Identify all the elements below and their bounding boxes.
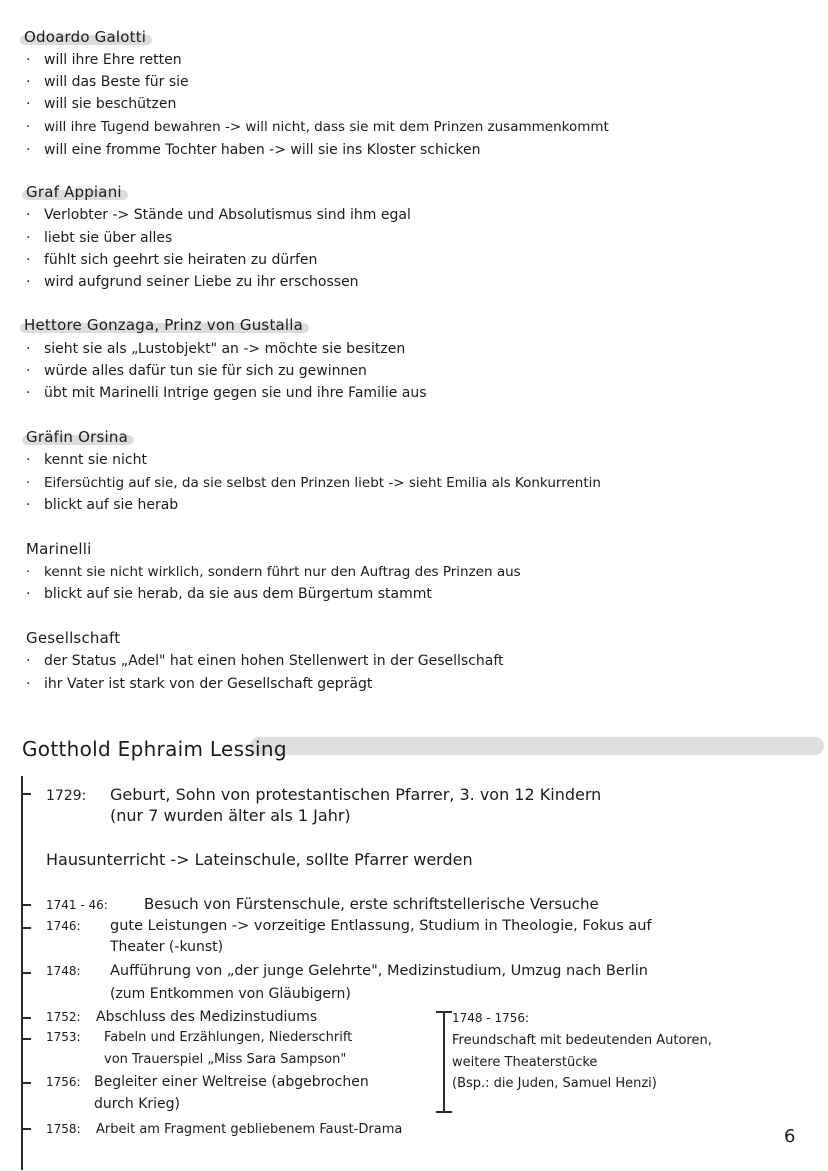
lessing-title: Gotthold Ephraim Lessing bbox=[22, 737, 287, 761]
bullet-orsina-3: · blickt auf sie herab bbox=[26, 497, 179, 513]
title-highlight-bar bbox=[250, 737, 824, 755]
timeline-entry-1748: 1748: Aufführung von „der junge Gelehrte", Medizinstudium, Umzug nach Berlin bbox=[46, 963, 648, 979]
side-note-period: 1748 - 1756: bbox=[452, 1011, 530, 1025]
timeline-entry-1748-cont: (zum Entkommen von Gläubigern) bbox=[110, 986, 351, 1002]
timeline-entry-1752: 1752: Abschluss des Medizinstudiums bbox=[46, 1009, 318, 1025]
timeline-entry-1758: 1758: Arbeit am Fragment gebliebenem Faust-Drama bbox=[46, 1122, 403, 1137]
bullet-gonzaga-3: · übt mit Marinelli Intrige gegen sie und ihre Familie aus bbox=[26, 385, 427, 401]
timeline-tick bbox=[21, 904, 31, 906]
bullet-marinelli-1: · kennt sie nicht wirklich, sondern führt nur den Auftrag des Prinzen aus bbox=[26, 564, 521, 580]
bullet-appiani-2: · liebt sie über alles bbox=[26, 230, 173, 246]
timeline-entry-1753: 1753: Fabeln und Erzählungen, Niederschrift bbox=[46, 1030, 353, 1045]
side-note-line-3: (Bsp.: die Juden, Samuel Henzi) bbox=[452, 1076, 657, 1091]
bullet-appiani-1: · Verlobter -> Stände und Absolutismus sind ihm egal bbox=[26, 207, 411, 223]
timeline-tick bbox=[21, 793, 31, 795]
timeline-entry-1756-cont: durch Krieg) bbox=[94, 1096, 181, 1112]
heading-graf-appiani: Graf Appiani bbox=[22, 183, 128, 201]
timeline-entry-1746-cont: Theater (-kunst) bbox=[110, 939, 224, 955]
side-note-line-1: Freundschaft mit bedeutenden Autoren, bbox=[452, 1033, 712, 1048]
bullet-orsina-2: · Eifersüchtig auf sie, da sie selbst den Prinzen liebt -> sieht Emilia als Konkurrentin bbox=[26, 475, 601, 491]
heading-marinelli: Marinelli bbox=[26, 540, 92, 558]
timeline-entry-1729-cont: (nur 7 wurden älter als 1 Jahr) bbox=[110, 806, 351, 825]
timeline-tick bbox=[21, 972, 31, 974]
timeline-tick bbox=[21, 1038, 31, 1040]
timeline-tick bbox=[21, 1128, 31, 1130]
bullet-odoardo-1: · will ihre Ehre retten bbox=[26, 52, 182, 68]
side-note-line-2: weitere Theaterstücke bbox=[452, 1055, 598, 1070]
bullet-gesellschaft-2: · ihr Vater ist stark von der Gesellschaft geprägt bbox=[26, 676, 373, 692]
bracket-bottom bbox=[436, 1111, 452, 1113]
heading-gesellschaft: Gesellschaft bbox=[26, 629, 121, 647]
heading-graefin-orsina: Gräfin Orsina bbox=[22, 428, 134, 446]
bullet-odoardo-3: · will sie beschützen bbox=[26, 96, 177, 112]
page-number: 6 bbox=[784, 1126, 796, 1147]
bullet-appiani-3: · fühlt sich geehrt sie heiraten zu dürfen bbox=[26, 252, 318, 268]
timeline-tick bbox=[21, 927, 31, 929]
bullet-odoardo-2: · will das Beste für sie bbox=[26, 74, 189, 90]
timeline-entry-1746: 1746: gute Leistungen -> vorzeitige Entlassung, Studium in Theologie, Fokus auf bbox=[46, 918, 652, 934]
bullet-gonzaga-1: · sieht sie als „Lustobjekt" an -> möchte sie besitzen bbox=[26, 341, 406, 357]
bullet-appiani-4: · wird aufgrund seiner Liebe zu ihr erschossen bbox=[26, 274, 359, 290]
timeline-entry-1756: 1756: Begleiter einer Weltreise (abgebrochen bbox=[46, 1074, 369, 1090]
bullet-odoardo-5: · will eine fromme Tochter haben -> will sie ins Kloster schicken bbox=[26, 142, 481, 158]
timeline-tick bbox=[21, 1017, 31, 1019]
heading-hettore-gonzaga: Hettore Gonzaga, Prinz von Gustalla bbox=[20, 316, 309, 334]
bullet-gonzaga-2: · würde alles dafür tun sie für sich zu gewinnen bbox=[26, 363, 367, 379]
bullet-odoardo-4: · will ihre Tugend bewahren -> will nicht, dass sie mit dem Prinzen zusammenkommt bbox=[26, 119, 609, 135]
timeline-entry-1729: 1729: Geburt, Sohn von protestantischen Pfarrer, 3. von 12 Kindern bbox=[46, 785, 602, 804]
timeline-entry-1741: 1741 - 46: Besuch von Fürstenschule, erste schriftstellerische Versuche bbox=[46, 895, 599, 913]
bullet-gesellschaft-1: · der Status „Adel" hat einen hohen Stellenwert in der Gesellschaft bbox=[26, 653, 504, 669]
bullet-orsina-1: · kennt sie nicht bbox=[26, 452, 147, 468]
timeline-tick bbox=[21, 1082, 31, 1084]
timeline-entry-hausunterricht: Hausunterricht -> Lateinschule, sollte Pfarrer werden bbox=[46, 850, 473, 869]
timeline-entry-1753-cont: von Trauerspiel „Miss Sara Sampson" bbox=[104, 1052, 347, 1067]
heading-odoardo-galotti: Odoardo Galotti bbox=[20, 28, 152, 46]
bullet-marinelli-2: · blickt auf sie herab, da sie aus dem Bürgertum stammt bbox=[26, 586, 432, 602]
bracket-line bbox=[443, 1012, 445, 1112]
